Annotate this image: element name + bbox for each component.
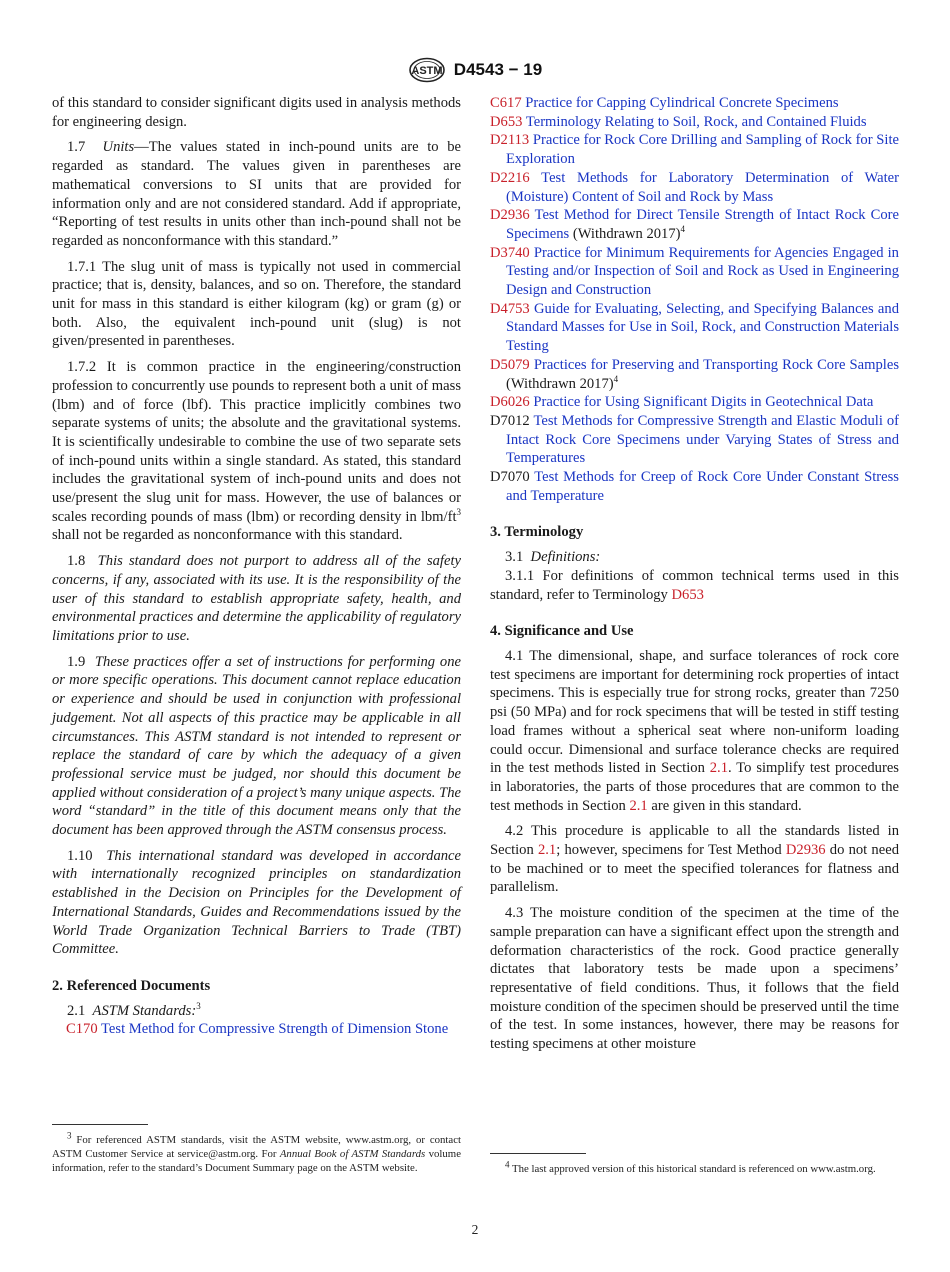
reference-d2216[interactable] bbox=[490, 169, 899, 206]
reference-list bbox=[490, 94, 899, 505]
reference-title: Practices for Preserving and Transporting Rock Core Samples bbox=[533, 356, 899, 373]
reference-code: D2936 bbox=[490, 207, 530, 224]
link-section-2-1[interactable]: 2.1 bbox=[629, 797, 648, 814]
paragraph-3-1-1: 3.1.1 For definitions of common technical terms used in this standard, refer to Terminology D653 bbox=[490, 567, 899, 603]
paragraph-4-1: 4.1 The dimensional, shape, and surface tolerances of rock core test specimens are important for determining rock properties of intact specimens. This is especially true for strong rocks, greater than 7250 psi (50 MPa) and for rock specimens that will be tested in stiff testing load frames without a spherical seat where non-uniform loading could occur. Dimensional and surface tolerance checks are required in the test methods listed in Section 2.1. To simplify test procedures in laboratories, the parts of those procedures that are common to the test methods in Section 2.1 are given in this standard. bbox=[490, 647, 899, 814]
reference-title: Terminology Relating to Soil, Rock, and Contained Fluids bbox=[525, 113, 867, 130]
reference-title: Test Methods for Compressive Strength and Elastic Moduli of Intact Rock Core Specimens under Varying States of Stress and Temperatures bbox=[506, 412, 899, 467]
reference-d5079[interactable] bbox=[490, 356, 899, 393]
left-column bbox=[52, 94, 461, 1039]
reference-code: D4753 bbox=[490, 300, 530, 317]
reference-title: Practice for Rock Core Drilling and Sampling of Rock for Site Exploration bbox=[506, 132, 899, 168]
reference-d7070[interactable] bbox=[490, 468, 899, 505]
reference-d4753[interactable] bbox=[490, 300, 899, 356]
page-number: 2 bbox=[471, 1222, 479, 1237]
reference-title: Practice for Minimum Requirements for Agencies Engaged in Testing and/or Inspection of Soil and Rock as Used in Engineering Design and Construction bbox=[506, 244, 899, 299]
paragraph-1-9: 1.9 These practices offer a set of instructions for performing one or more specific operations. This document cannot replace education or experience and should be used in conjunction with professional judgement. Not all aspects of this practice may be applicable in all circumstances. This ASTM standard is not intended to represent or replace the standard of care by which the adequacy of a given professional service must be judged, nor should this document be applied without consideration of a project’s many unique aspects. The word “standard” in the title of this document means only that the document has been approved through the ASTM consensus process. bbox=[52, 653, 461, 839]
reference-code: D5079 bbox=[490, 356, 530, 373]
reference-title: Practice for Using Significant Digits in Geotechnical Data bbox=[533, 394, 874, 411]
reference-d653[interactable] bbox=[490, 113, 899, 132]
reference-code: C617 bbox=[490, 95, 522, 111]
reference-d6026[interactable] bbox=[490, 393, 899, 412]
paragraph-4-2: 4.2 This procedure is applicable to all the standards listed in Section 2.1; however, specimens for Test Method D2936 do not need to be machined or to meet the specified tolerances for flatness and parallelism. bbox=[490, 823, 899, 896]
reference-title: Test Method for Direct Tensile Strength of Intact Rock Core Specimens bbox=[506, 207, 899, 242]
link-d2936[interactable]: D2936 bbox=[785, 842, 826, 859]
footnote-rule-right bbox=[490, 1153, 586, 1154]
reference-d2936[interactable] bbox=[490, 206, 899, 243]
reference-code: D2113 bbox=[490, 132, 530, 149]
footnote-marker: 4 bbox=[680, 224, 686, 235]
section-2-heading: 2. Referenced Documents bbox=[52, 977, 211, 994]
withdrawn-note: (Withdrawn 2017) bbox=[569, 225, 681, 242]
footnote-marker: 4 bbox=[613, 373, 619, 384]
paragraph-2-1: 2.1 ASTM Standards:$^3$ bbox=[67, 1000, 201, 1019]
paragraph-4-3: 4.3 The moisture condition of the specimen at the time of the sample preparation can have a significant effect upon the strength and deformation characteristics of the rock. Good practice generally dictates that laboratory tests be made upon a specimens’ representative of field conditions. Thus, it follows that the field moisture condition of the specimen should be preserved until the time of the test. In some instances, however, there may be reasons for testing specimens at other moisture bbox=[490, 905, 899, 1053]
astm-logo-icon bbox=[408, 57, 446, 83]
reference-code: D6026 bbox=[490, 394, 530, 411]
paragraph-1-7-1: 1.7.1 The slug unit of mass is typically not used in commercial practice; that is, density, balances, and so on. Therefore, the standard unit for mass in this standard is either kilogram (kg) or gram (g) or both. Also, the equivalent inch-pound unit (slug) is not given/presented in parentheses. bbox=[52, 258, 461, 350]
footnote-3: $^3$ For referenced ASTM standards, visit the ASTM website, www.astm.org, or contact ASTM Customer Service at service@astm.org. For Annual Book of ASTM Standards volume information, refer to the standard’s Document Summary page on the ASTM website. bbox=[52, 1130, 461, 1174]
reference-title: Test Methods for Creep of Rock Core Under Constant Stress and Temperature bbox=[506, 469, 899, 504]
paragraph-3-1: 3.1 Definitions: bbox=[505, 549, 601, 566]
link-section-2-1[interactable]: 2.1 bbox=[709, 760, 728, 777]
reference-title: Test Methods for Laboratory Determination of Water (Moisture) Content of Soil and Rock by Mass bbox=[506, 169, 899, 205]
paragraph-1-10: 1.10 This international standard was developed in accordance with internationally recognized principles on standardization established in the Decision on Principles for the Development of International Standards, Guides and Recommendations issued by the World Trade Organization Technical Barriers to Trade (TBT) Committee. bbox=[52, 847, 461, 958]
right-column bbox=[490, 94, 899, 1061]
reference-code: D7012 bbox=[490, 412, 530, 429]
section-4-heading: 4. Significance and Use bbox=[490, 623, 634, 640]
withdrawn-note: (Withdrawn 2017) bbox=[506, 375, 614, 392]
svg-text:ASTM: ASTM bbox=[411, 65, 443, 77]
footnote-4: $^4$ The last approved version of this historical standard is referenced on www.astm.org. bbox=[505, 1159, 876, 1175]
reference-c170[interactable]: C170 Test Method for Compressive Strength of Dimension Stone bbox=[66, 1021, 449, 1038]
reference-d2113[interactable] bbox=[490, 131, 899, 168]
link-d653[interactable]: D653 bbox=[671, 586, 704, 603]
reference-d3740[interactable] bbox=[490, 244, 899, 300]
paragraph-1-6-cont: of this standard to consider significant digits used in analysis methods for engineering design. bbox=[52, 95, 461, 130]
paragraph-1-8: 1.8 This standard does not purport to address all of the safety concerns, if any, associated with its use. It is the responsibility of the user of this standard to establish appropriate safety, health, and environmental practices and determine the applicability of regulatory limitations prior to use. bbox=[52, 553, 461, 644]
reference-title: Guide for Evaluating, Selecting, and Specifying Balances and Standard Masses for Use in Soil, Rock, and Construction Materials Testing bbox=[506, 300, 899, 355]
link-section-2-1[interactable]: 2.1 bbox=[537, 842, 557, 859]
paragraph-1-7-2: 1.7.2 It is common practice in the engineering/construction profession to concurrently use pounds to represent both a unit of mass (lbm) and of force (lbf). This practice implicitly combines two separate systems of units; the absolute and the gravitational systems. It is scientifically undesirable to combine the use of two separate sets of inch-pound units within a single standard. As stated, this standard includes the gravitational system of inch-pound units and does not use/present the slug unit for mass. However, the use of balances or scales recording pounds of mass (lbm) or recording density in lbm/$ft^3$ shall not be regarded as nonconformance with this standard. bbox=[52, 359, 461, 544]
paragraph-1-7: 1.7 Units—The values stated in inch-pound units are to be regarded as standard. The values given in parentheses are mathematical conversions to SI units that are provided for information only and are not considered standard. Add if appropriate, “Reporting of test results in units other than inch-pound shall not be regarded as nonconformance with this standard.” bbox=[52, 139, 462, 249]
reference-code: D3740 bbox=[490, 244, 530, 261]
footnote-rule-left bbox=[52, 1124, 148, 1125]
page-header bbox=[0, 56, 950, 84]
reference-code: D2216 bbox=[490, 169, 530, 186]
section-3-heading: 3. Terminology bbox=[490, 524, 584, 541]
reference-title: Practice for Capping Cylindrical Concrete Specimens bbox=[525, 95, 839, 111]
reference-code: D7070 bbox=[490, 469, 530, 486]
reference-d7012[interactable] bbox=[490, 412, 899, 468]
document-designation: D4543 − 19 bbox=[453, 60, 543, 79]
reference-c617[interactable] bbox=[490, 94, 899, 113]
reference-code: D653 bbox=[490, 113, 523, 130]
